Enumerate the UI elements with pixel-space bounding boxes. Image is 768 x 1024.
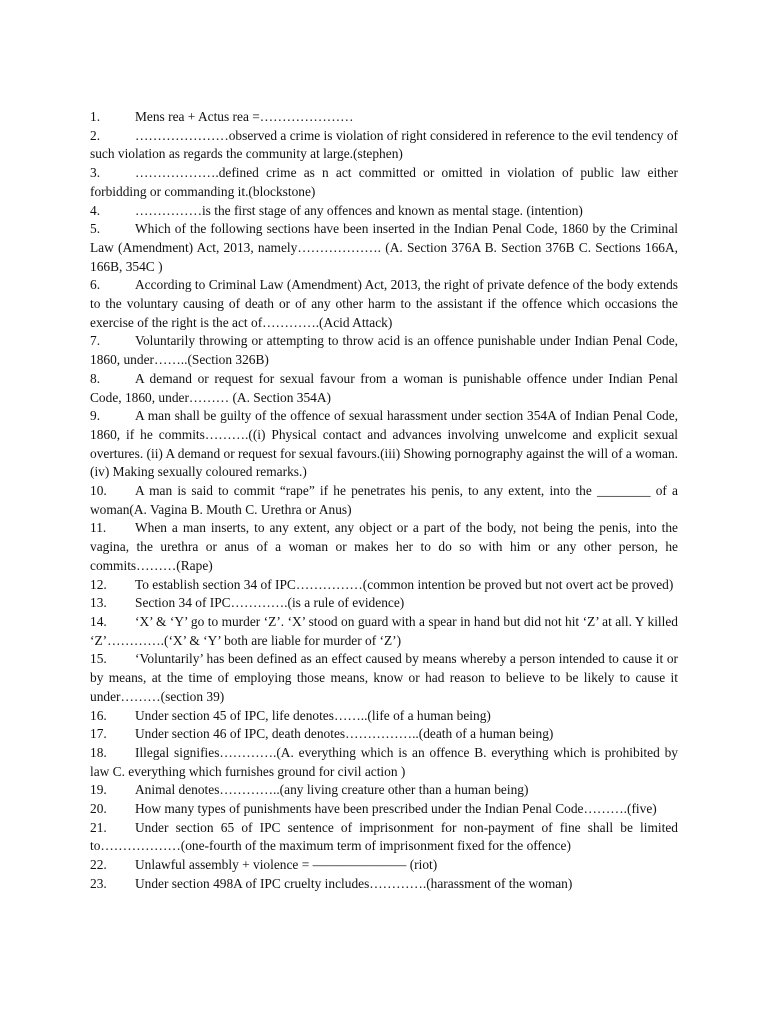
item-text: A man is said to commit “rape” if he penetrates his penis, to any extent, into the ________ of a woman(A. Vagina B. Mouth C. Urethra or Anus) xyxy=(90,483,678,517)
list-item xyxy=(90,276,678,332)
list-item xyxy=(90,482,678,519)
item-number: 22. xyxy=(90,857,107,873)
item-text: Illegal signifies………….(A. everything which is an offence B. everything which is prohibited by law C. everything which furnishes ground for civil action ) xyxy=(90,744,678,779)
item-number: 20. xyxy=(90,801,107,817)
item-text: Section 34 of IPC………….(is a rule of evidence) xyxy=(135,595,405,611)
item-text: …………………observed a crime is violation of right considered in reference to the evil tendency of such violation as regards the community at large.(stephen) xyxy=(90,127,678,162)
item-text: Under section 498A of IPC cruelty includes………….(harassment of the woman) xyxy=(135,875,573,891)
list-item xyxy=(90,594,678,613)
list-item xyxy=(90,519,678,575)
list-item xyxy=(90,819,678,856)
item-text: Under section 46 of IPC, death denotes……………..(death of a human being) xyxy=(135,726,554,742)
item-text: A man shall be guilty of the offence of sexual harassment under section 354A of Indian Penal Code, 1860, if he commits……….((i) Physical contact and advances involving unwelcome and explicit sexual overtures. (ii) A demand or request for sexual favours.(iii) Showing pornography against the will of a woman. (iv) Making sexually coloured remarks.) xyxy=(90,408,678,480)
item-text: ‘X’ & ‘Y’ go to murder ‘Z’. ‘X’ stood on guard with a spear in hand but did not hit ‘Z’ at all. Y killed ‘Z’………….(‘X’ & ‘Y’ both are liable for murder of ‘Z’) xyxy=(90,613,678,648)
list-item xyxy=(90,744,678,781)
list-item xyxy=(90,202,678,221)
item-number: 11. xyxy=(90,520,107,536)
item-number: 8. xyxy=(90,370,101,386)
item-number: 14. xyxy=(90,613,107,629)
item-number: 18. xyxy=(90,744,107,760)
item-number: 17. xyxy=(90,726,107,742)
item-number: 1. xyxy=(90,109,101,124)
list-item xyxy=(90,725,678,744)
item-number: 13. xyxy=(90,595,107,611)
item-number: 5. xyxy=(90,221,101,237)
item-number: 9. xyxy=(90,408,101,424)
item-text: According to Criminal Law (Amendment) Act, 2013, the right of private defence of the body extends to the voluntary causing of death or of any other harm to the assistant if the offence which occasions the exercise of the right is the act of………….(Acid Attack) xyxy=(90,277,678,330)
item-number: 23. xyxy=(90,875,107,891)
item-number: 15. xyxy=(90,651,107,667)
item-text: Unlawful assembly + violence = ——————— (riot) xyxy=(135,857,438,873)
item-number: 16. xyxy=(90,707,107,723)
item-text: Which of the following sections have been inserted in the Indian Penal Code, 1860 by the Criminal Law (Amendment) Act, 2013, namely………………. (A. Section 376A B. Section 376B C. Sections 166A, 166B, 354C ) xyxy=(90,221,678,274)
item-number: 2. xyxy=(90,127,101,143)
item-text: A demand or request for sexual favour from a woman is punishable offence under Indian Penal Code, 1860, under……… (A. Section 354A) xyxy=(90,370,678,405)
list-item xyxy=(90,127,678,164)
item-text: Animal denotes…………..(any living creature other than a human being) xyxy=(135,782,529,798)
item-text: How many types of punishments have been prescribed under the Indian Penal Code……….(five) xyxy=(135,801,657,817)
item-text: ……………….defined crime as n act committed or omitted in violation of public law either forbidding or commanding it.(blockstone) xyxy=(90,165,678,199)
list-item xyxy=(90,164,678,201)
list-item xyxy=(90,875,678,894)
list-item xyxy=(90,576,678,595)
item-text: ‘Voluntarily’ has been defined as an effect caused by means whereby a person intended to cause it or by means, at the time of employing those means, know or had reason to believe to be likely to cause it under………(section 39) xyxy=(90,651,678,704)
item-number: 10. xyxy=(90,483,107,499)
item-text: Under section 45 of IPC, life denotes……..(life of a human being) xyxy=(135,707,491,723)
item-number: 12. xyxy=(90,576,107,592)
list-item xyxy=(90,781,678,800)
list-item xyxy=(90,220,678,276)
item-text: Mens rea + Actus rea =………………… xyxy=(135,109,354,124)
item-number: 19. xyxy=(90,782,107,798)
question-list xyxy=(90,108,678,894)
list-item xyxy=(90,707,678,726)
item-text: Under section 65 of IPC sentence of imprisonment for non-payment of fine shall be limited to………………(one-fourth of the maximum term of imprisonment fixed for the offence) xyxy=(90,819,678,854)
item-number: 6. xyxy=(90,277,101,293)
list-item xyxy=(90,370,678,407)
item-text: Voluntarily throwing or attempting to throw acid is an offence punishable under Indian Penal Code, 1860, under……..(Section 326B) xyxy=(90,333,678,368)
list-item xyxy=(90,332,678,369)
item-text: When a man inserts, to any extent, any object or a part of the body, not being the penis, into the vagina, the urethra or anus of a woman or makes her to do so with him or any other person, he commits………(Rape) xyxy=(90,520,678,573)
item-number: 7. xyxy=(90,333,101,349)
item-number: 4. xyxy=(90,202,101,218)
list-item xyxy=(90,108,678,127)
list-item xyxy=(90,650,678,706)
item-number: 21. xyxy=(90,819,107,835)
list-item xyxy=(90,407,678,482)
list-item xyxy=(90,613,678,650)
list-item xyxy=(90,856,678,875)
item-text: ……………is the first stage of any offences and known as mental stage. (intention) xyxy=(135,202,583,218)
item-text: To establish section 34 of IPC……………(common intention be proved but not overt act be proved) xyxy=(135,576,674,592)
item-number: 3. xyxy=(90,165,101,181)
list-item xyxy=(90,800,678,819)
